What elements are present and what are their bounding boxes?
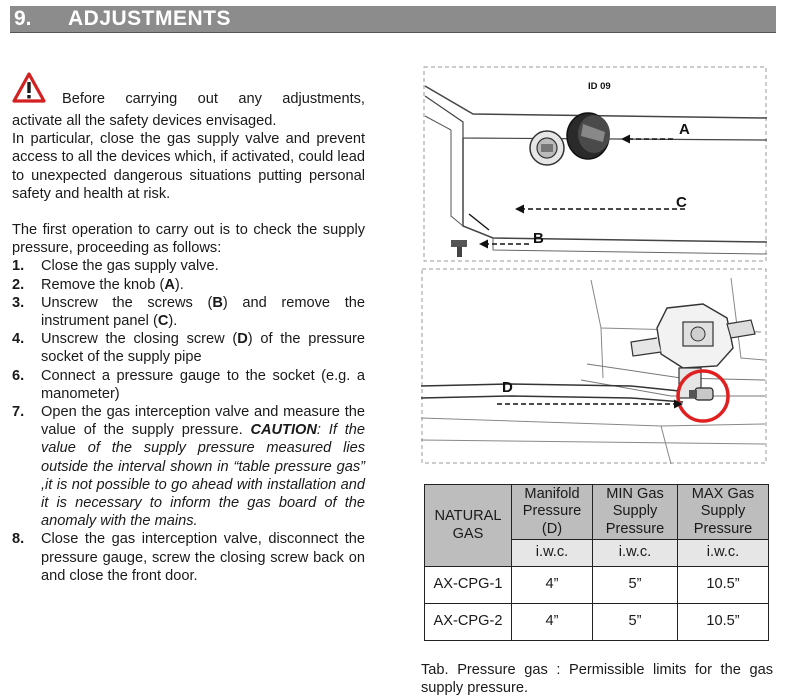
list-item: 3. Unscrew the screws (B) and remove the instrument panel (C).	[12, 294, 366, 330]
list-item: 8. Close the gas interception valve, disconnect the pressure gauge, screw the closing screw back on and close the front door.	[12, 531, 365, 584]
label-a: A	[679, 121, 690, 138]
label-d: D	[502, 379, 513, 396]
section-title: ADJUSTMENTS	[68, 7, 232, 30]
column-header-manifold: Manifold Pressure (D)	[512, 485, 593, 540]
unit-cell: i.w.c.	[512, 540, 593, 567]
warning-continued: activate all the safety devices envisaged.	[12, 113, 277, 129]
warning-first-line: Before carrying out any adjustments,	[62, 91, 365, 107]
list-item: 6. Connect a pressure gauge to the socket (e.g. a manometer)	[12, 367, 365, 402]
list-item: 2. Remove the knob (A).	[12, 276, 184, 293]
gas-valve-figure	[421, 268, 767, 464]
instructions-column	[12, 72, 365, 585]
warning-paragraph: In particular, close the gas supply valve and prevent access to all the devices which, if activated, could lead to unexpected dangerous situations putting personal safety and health at risk.	[12, 131, 365, 202]
table-row: AX-CPG-2 4” 5” 10.5”	[425, 604, 769, 641]
unit-cell: i.w.c.	[593, 540, 678, 567]
column-header-max: MAX Gas Supply Pressure	[678, 485, 769, 540]
section-header	[10, 6, 776, 33]
label-b: B	[533, 230, 544, 247]
unit-cell: i.w.c.	[678, 540, 769, 567]
table-row: AX-CPG-1 4” 5” 10.5”	[425, 567, 769, 604]
list-item: 4. Unscrew the closing screw (D) of the pressure socket of the supply pipe	[12, 331, 365, 366]
label-c: C	[676, 194, 687, 211]
figure-id-label: ID 09	[588, 81, 611, 92]
caution-label: CAUTION	[250, 422, 317, 439]
warning-row	[12, 72, 365, 112]
section-number: 9.	[14, 7, 32, 30]
column-header-min: MIN Gas Supply Pressure	[593, 485, 678, 540]
intro-paragraph: The first operation to carry out is to check the supply pressure, proceeding as follows:	[12, 222, 365, 257]
steps-list	[12, 257, 365, 585]
list-item: 1. Close the gas supply valve.	[12, 258, 219, 275]
table-corner-cell: NATURAL GAS	[425, 485, 512, 567]
list-item: 7. Open the gas interception valve and measure the value of the supply pressure. CAUTION: If the value of the supply pressure measured lies outside the interval shown in “table pressure gas” ,it is not possible to go ahead with installation and it is necessary to inform the gas board of the anomaly with the mains.	[12, 404, 366, 530]
table-caption: Tab. Pressure gas : Permissible limits for the gas supply pressure.	[421, 662, 773, 696]
pressure-table	[424, 484, 769, 641]
control-panel-figure	[423, 66, 767, 262]
warning-triangle-icon	[12, 72, 46, 104]
